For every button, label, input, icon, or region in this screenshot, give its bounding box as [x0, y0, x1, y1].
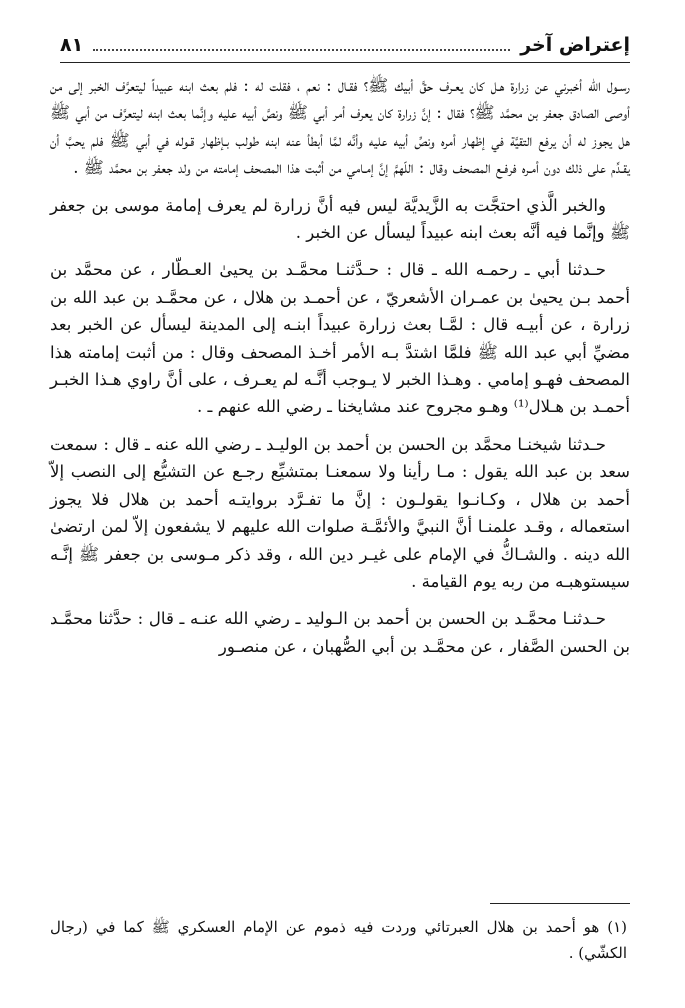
main-text	[50, 72, 630, 670]
paragraph: حـدثنـا محمَّـد بن الحسن بن أحمد بن الـوليد ـ رضي الله عنـه ـ قال : حدَّثنا محمَّـد بن الحسن الصَّفار ، عن محمَّـد بن أبي الصُّهبان ، عن منصـور	[50, 609, 630, 656]
footnote-separator	[490, 903, 630, 904]
paragraph: حـدثنا شيخنـا محمَّد بن الحسن بن أحمد بن الوليـد ـ رضي الله عنه ـ قال : سمعت سعد بن عبد الله يقول : مـا رأينا ولا سمعنـا بمتشيِّع رجـع عن التشيُّع إلى النصب إلاّ أحمد بن هلال ، وكـانـوا يقولـون : إنَّ ما تفـرَّد بروايتـه أحمد بن هلال فلا يجوز استعماله ، وقـد علمنـا أنَّ النبيَّ والأئمَّـة صلوات الله عليهم لا يشفعون إلاّ لمن ارتضىٰ الله دينه . والشـاكُّ في الإمام على غيـر دين الله ، وقد ذكر مـوسى بن جعفر ﷺ إنَّـه سيستوهبـه من ربه يوم القيامة .	[50, 434, 630, 591]
paragraph: حـدثنا أبي ـ رحمـه الله ـ قال : حـدَّثنـا محمَّـد بن يحيىٰ العـطّار ، عن محمَّد بن أحمد بـن يحيىٰ بن عمـران الأشعريّ ، عن أحمـد بن هلال ، عن محمَّـد بن عبد الله بن زرارة ، عن أبيـه قال : لمَّـا بعث زرارة عبيداً ابنـه إلى المدينة ليسأل عن الخبر بعد مضيِّ أبي عبد الله ﷺ فلمَّا اشتدَّ بـه الأمر أخـذ المصحف وقال : من أثبت إمامته هذا المصحف فهـو إمامي . وهـذا الخبر لا يـوجب أنَّـه لم يعـرف ، على أنَّ راوي هـذا الخبـر أحمـد بن هـلال⁽¹⁾ وهـو مجروح عند مشايخنا ـ رضي الله عنهم ـ .	[50, 260, 630, 417]
page-number: ٨١	[60, 34, 84, 56]
footnote	[50, 914, 627, 966]
header-dot-leader	[93, 48, 510, 51]
paragraph: رسـول الله أخبرني عن زرارة هـل كان يعـرف حقَّ أبيك ﷺ؟ فقـال : نعم ، فقلت له : فلم بعث ابنه عبيداً ليتعرَّف الخبر إلى من أوصى الصادق جعفر بن محمَّد ﷺ؟ فقال : إنَّ زرارة كان يعرف أمر أبي ﷺ ونصَّ أبيه عليه وإنَّما بعث ابنه ليتعرَّف من أبي ﷺ هل يجوز له أن يرفع التقيَّة في إظهار أمره ونصِّ أبيه عليه وأنَّه لمَّا أبطأ عنه ابنه طولب بـإظهار قـوله في أبي ﷺ فلم يحبَّ أن يقـدِّم على ذلك دون أمـره فرفـع المصحف وقال : اللّهمَّ إنَّ إمـامي من أثبت هذا المصحف إمامته من ولد جعفر بن محمَّد ﷺ .	[50, 76, 630, 178]
page-header	[60, 28, 630, 63]
running-title: إعتراض آخر	[520, 34, 630, 56]
footnote-text: (١) هو أحمد بن هلال العبرتائي وردت فيه ذموم عن الإمام العسكري ﷺ كما في (رجال الكشّي) .	[50, 918, 627, 962]
paragraph: والخبر الَّذي احتجَّت به الزَّيديَّة ليس فيه أنَّ زرارة لم يعرف إمامة موسى بن جعفر ﷺ وإنَّما فيه أنَّه بعث ابنه عبيداً ليسأل عن الخبر .	[50, 195, 630, 243]
